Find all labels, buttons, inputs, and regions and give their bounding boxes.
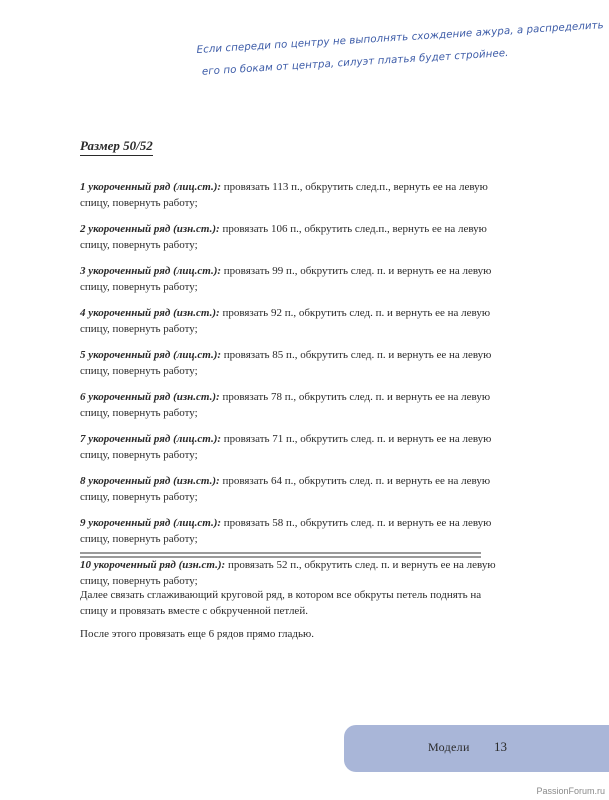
- short-row-item: [80, 516, 500, 547]
- row-label: 8 укороченный ряд (изн.ст.):: [80, 475, 220, 487]
- short-row-item: [80, 390, 500, 421]
- size-heading: Размер 50/52: [80, 138, 153, 156]
- short-row-item: [80, 474, 500, 505]
- handwritten-note: [196, 18, 605, 84]
- row-label: 10 укороченный ряд (изн.ст.):: [80, 559, 226, 571]
- row-label: 4 укороченный ряд (изн.ст.):: [80, 307, 220, 319]
- stockinette-rows-paragraph: После этого провязать еще 6 рядов прямо гладью.: [80, 628, 315, 640]
- row-text: провязать 99 п., обкрутить след. п. и вернуть ее на левую спицу, повернуть работу;: [80, 265, 492, 293]
- row-text: провязать 113 п., обкрутить след.п., вернуть ее на левую спицу, повернуть работу;: [80, 181, 488, 209]
- watermark: PassionForum.ru: [536, 786, 605, 796]
- row-label: 7 укороченный ряд (лиц.ст.):: [80, 433, 222, 445]
- short-row-item: [80, 180, 500, 211]
- row-text: провязать 85 п., обкрутить след. п. и вернуть ее на левую спицу, повернуть работу;: [80, 349, 492, 377]
- row-text: провязать 92 п., обкрутить след. п. и вернуть ее на левую спицу, повернуть работу;: [80, 307, 491, 335]
- row-text: провязать 71 п., обкрутить след. п. и вернуть ее на левую спицу, повернуть работу;: [80, 433, 492, 461]
- row-text: провязать 78 п., обкрутить след. п. и вернуть ее на левую спицу, повернуть работу;: [80, 391, 491, 419]
- smoothing-row-paragraph: Далее связать сглаживающий круговой ряд, в котором все обкруты петель поднять на спицу и провязать вместе с обкрученной петлей.: [80, 589, 482, 617]
- short-row-item: [80, 432, 500, 463]
- footer-section-tab: [344, 725, 609, 772]
- short-row-item: [80, 264, 500, 295]
- row-label: 2 укороченный ряд (изн.ст.):: [80, 223, 220, 235]
- short-row-item: [80, 558, 500, 589]
- row-text: провязать 58 п., обкрутить след. п. и вернуть ее на левую спицу, повернуть работу;: [80, 517, 492, 545]
- row-text: провязать 64 п., обкрутить след. п. и вернуть ее на левую спицу, повернуть работу;: [80, 475, 491, 503]
- short-row-item: [80, 222, 500, 253]
- row-text: провязать 106 п., обкрутить след.п., вернуть ее на левую спицу, повернуть работу;: [80, 223, 487, 251]
- page-number: 13: [494, 739, 507, 754]
- short-row-item: [80, 348, 500, 379]
- row-text: провязать 52 п., обкрутить след. п. и вернуть ее на левую спицу, повернуть работу;: [80, 559, 496, 587]
- row-label: 9 укороченный ряд (лиц.ст.):: [80, 517, 222, 529]
- short-rows-list: [80, 180, 500, 600]
- row-label: 6 укороченный ряд (изн.ст.):: [80, 391, 220, 403]
- double-rule-divider: [80, 552, 481, 558]
- note-line-2: его по бокам от центра, силуэт платья будет стройнее.: [201, 47, 509, 78]
- row-label: 1 укороченный ряд (лиц.ст.):: [80, 181, 222, 193]
- note-line-1: Если спереди по центру не выполнять схождение ажура, а распределить: [196, 20, 605, 56]
- short-row-item: [80, 306, 500, 337]
- footer-section-title: Модели: [428, 740, 470, 754]
- row-label: 5 укороченный ряд (лиц.ст.):: [80, 349, 222, 361]
- row-label: 3 укороченный ряд (лиц.ст.):: [80, 265, 222, 277]
